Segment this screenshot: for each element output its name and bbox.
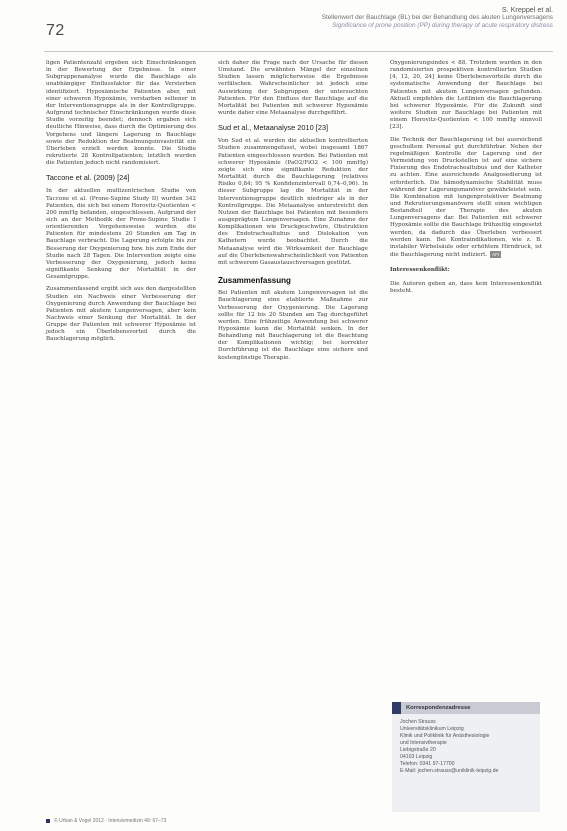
address-line: Universitätsklinikum Leipzig — [400, 726, 464, 732]
header-rule — [44, 51, 553, 52]
footer-mark-icon — [46, 819, 50, 823]
paragraph: Oxygenierungsindex < 88. Trotzdem wurden in den randomisierten prospektiven kontrollierten Studien [4, 12, 20, 24] keine Überlebensvorteile durch die systematische Anwendung der Bauchlage bei Patienten mit akutem Lungenversagen gefunden. Aktuell empfehlen die Leitlinien die Bauchlagerung bei schwerer Hypoxämie. Für die Zukunft sind weitere Studien zur Bauchlage bei Patienten mit einem Horovitz-Quotienten < 100 mmHg sinnvoll [23]. — [390, 60, 542, 131]
section-heading-summary: Zusammenfassung — [218, 276, 291, 286]
column-left — [46, 60, 196, 349]
running-head-title-de: Stellenwert der Bauchlage (BL) bei der Behandlung des akuten Lungenversagens — [321, 14, 553, 22]
address-line: und Intensivtherapie — [400, 740, 447, 746]
running-head-title-en: Significance of prone position (PP) during therapy of acute respiratory distress — [332, 22, 553, 30]
page-number: 72 — [46, 22, 65, 39]
footer-text: © Urban & Vogel 2012 · Intensivmedizin 49: 67–73 — [54, 818, 167, 824]
column-right — [390, 60, 542, 301]
address-line: Jochen Strauss — [400, 719, 436, 725]
interest-heading: Interessenkonflikt: — [390, 266, 450, 273]
correspondence-accent-bar — [392, 702, 401, 714]
page-header — [0, 0, 567, 54]
section-heading-sud: Sud et al., Metaanalyse 2010 [23] — [218, 123, 329, 133]
column-middle — [218, 60, 368, 367]
paragraph: Zusammenfassend ergibt sich aus den dargestellten Studien ein Nachweis einer Verbesserung der Oxygenierung durch Anwendung der Bauchlage bei Patienten mit akutem Lungenversagen, aber kein Nachweis einer Senkung der Mortalität. In der Gruppe der Patienten mit schwerer Hypoxämie ist jedoch ein Überlebensvorteil durch die Bauchlagerung möglich. — [46, 286, 196, 343]
correspondence-box — [392, 702, 540, 812]
correspondence-header — [392, 702, 540, 714]
correspondence-title: Korrespondenzadresse — [406, 705, 471, 711]
paragraph: ligen Patientenzahl ergeben sich Einschränkungen in der Bewertung der Ergebnisse. In einer Subgruppenanalyse wurde die Bauchlage als unabhängiger Einflussfaktor für das Versterben identifiziert. Hypoxämische Patienten aber, mit einer schweren Hypoxämie, verstarben seltener in der Interventionsgruppe als in der Kontrollgruppe. Aufgrund technischer Einschränkungen wurde diese Studie vorzeitig beendet; dennoch ergaben sich deutliche Hinweise, dass durch die Optimierung des Vorgehens und längere Lagerung in Bauchlage sowie der Reduktion der Beatmungsinvasivität ein Überleben erzielt werden konnte. Die Studie rekrutierte 28 Kontrollpatienten; letztlich wurden die Patienten jedoch nicht randomisiert. — [46, 60, 196, 167]
section-heading-taccone: Taccone et al. (2009) [24] — [46, 173, 130, 183]
email-link[interactable]: E-Mail: jochen.strauss@uniklinik-leipzig.de — [400, 768, 499, 774]
paragraph: Bei Patienten mit akutem Lungenversagen ist die Bauchlagerung eine etablierte Maßnahme zur Verbesserung der Oxygenierung. Die Lagerung sollte für 12 bis 20 Stunden am Tag durchgeführt werden. Eine frühzeitige Anwendung bei schwerer Hypoxämie kann die Mortalität senken. In der Behandlung mit Bauchlagerung ist die Beachtung der Komplikationen wichtig; bei korrekter Durchführung ist die Bauchlage eine sichere und kostengünstige Therapie. — [218, 290, 368, 361]
running-head-authors: S. Kreppel et al. — [501, 5, 553, 14]
address-line: Telefon: 0341 97-17700 — [400, 761, 455, 767]
address-line: Klinik und Poliklinik für Anästhesiologie — [400, 733, 490, 739]
correspondence-address — [392, 714, 540, 780]
paragraph: sich daher die Frage nach der Ursache für diesen Umstand. Die erwähnten Mängel der einzelnen Studien lassen möglicherweise die Ergebnisse verfälschen. Wahrscheinlicher ist jedoch eine Auswirkung der Subgruppen der untersuchten Patienten. Für den Einfluss der Bauchlage auf die Mortalität bei Patienten mit schwerer Hypoxämie wurde daher eine Metaanalyse durchgeführt. — [218, 60, 368, 117]
address-line: Liebigstraße 20 — [400, 747, 436, 753]
interest-text: Die Autoren geben an, dass kein Interessenkonflikt besteht. — [390, 281, 542, 295]
running-head — [213, 6, 553, 31]
paragraph-text: Die Technik der Bauchlagerung ist bei ausreichend geschultem Personal gut durchführbar. Neben der regelmäßigen Kontrolle der Lagerung und der Vermeidung von Druckstellen ist auf eine sichere Fixierung des Endotrachealtubus und der Katheter zu achten. Eine ausreichende Analgosedierung ist erforderlich. Die hämodynamische Stabilität muss während der Lagerungsmanöver gewährleistet sein. Die Kombination mit lungenprotektiver Beatmung und Rekrutierungsmanövern stellt einen wichtigen Bestandteil der Therapie des akuten Lungenversagens dar. Bei Patienten mit schwerer Hypoxämie sollte die Bauchlage frühzeitig eingesetzt werden, da dadurch das Überleben verbessert werden kann. Bei Kontraindikationen, wie z. B. instabiler Wirbelsäule oder erhöhtem Hirndruck, ist die Bauchlagerung nicht indiziert. — [390, 136, 542, 259]
address-line: 04103 Leipzig — [400, 754, 433, 760]
page-footer — [46, 818, 166, 824]
paragraph: In der aktuellen multizentrischen Studie von Taccone et al. (Prone-Supine Study II) wurden 342 Patienten, die sich bei einem Horovitz-Quotienten < 200 mmHg befanden, eingeschlossen. Aufgrund der sich an der Methodik der Prone-Supine Studie I orientierenden Vorgehensweise wurden die Patienten für mindestens 20 Stunden am Tag in Bauchlage verbracht. Die Lagerung erfolgte bis zur Besserung der Oxygenierung bzw. bis zum Ende der Studie nach 28 Tagen. Die Intervention zeigte eine Verbesserung der Oxygenierung, jedoch keine signifikante Senkung der Mortalität in der Gesamtgruppe. — [46, 188, 196, 281]
paragraph — [390, 137, 542, 260]
article-end-mark: AFI — [492, 252, 500, 258]
paragraph: Von Sud et al. wurden die aktuellen kontrollierten Studien zusammengefasst, wobei insgesamt 1867 Patienten eingeschlossen wurden. Bei Patienten mit schwerer Hypoxämie (PaO2/FiO2 < 100 mmHg) zeigte sich eine signifikante Reduktion der Mortalität durch die Bauchlagerung (relatives Risiko 0,84; 95 % Konfidenzintervall 0,74–0,96). In dieser Subgruppe lag die Mortalität in der Interventionsgruppe deutlich niedriger als in der Kontrollgruppe. Die Metaanalyse unterstreicht den Nutzen der Bauchlage bei Patienten mit besonders ausgeprägtem Lungenversagen. Eine Zunahme der Komplikationen wie Druckgeschwüre, Obstruktion des Endotrachealtubus und Dislokation von Kathetern wurde beobachtet. Durch die Metaanalyse wird die Wirksamkeit der Bauchlage auf die Überlebenswahrscheinlichkeit von Patienten mit schwerem Gasaustauschversagen gestützt. — [218, 138, 368, 266]
